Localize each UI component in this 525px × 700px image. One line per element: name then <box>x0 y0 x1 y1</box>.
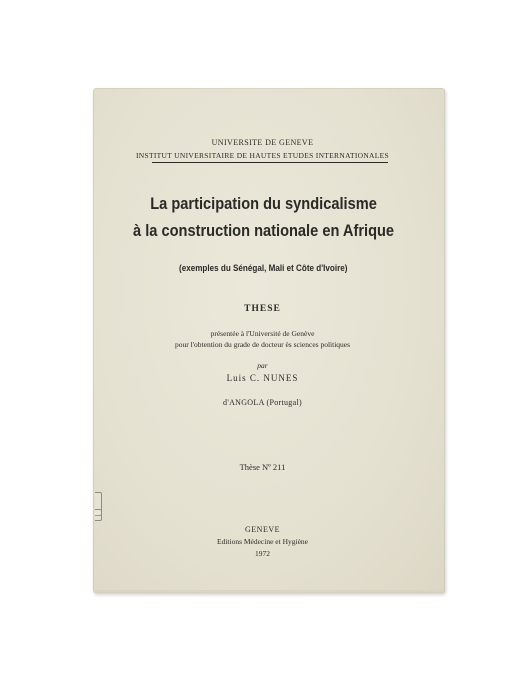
publisher-city: GENEVE <box>245 525 280 534</box>
author-name: Luis C. NUNES <box>226 373 299 383</box>
university-name: UNIVERSITE DE GENEVE <box>211 138 314 147</box>
presentation-line: présentée à l'Université de Genève <box>210 329 315 338</box>
title-line-2: à la construction nationale en Afrique <box>133 221 395 240</box>
degree-line: pour l'obtention du grade de docteur ès sciences politiques <box>174 340 351 349</box>
publisher-name: Editions Médecine et Hygiène <box>216 537 308 546</box>
thesis-number: Thèse Nº 211 <box>239 462 286 472</box>
par-label: par <box>257 361 268 370</box>
book-subtitle: (exemples du Sénégal, Mali et Côte d'Ivoire) <box>179 263 348 273</box>
divider <box>152 162 388 163</box>
staple-icon <box>95 509 102 521</box>
title-line-1: La participation du syndicalisme <box>150 194 377 213</box>
these-heading: THESE <box>244 304 281 314</box>
book-title <box>38 190 490 244</box>
book-bottom-edge <box>95 590 443 594</box>
institute-name: INSTITUT UNIVERSITAIRE DE HAUTES ETUDES INTERNATIONALES <box>135 151 390 160</box>
author-origin: d'ANGOLA (Portugal) <box>223 398 302 407</box>
publication-year: 1972 <box>255 549 270 558</box>
